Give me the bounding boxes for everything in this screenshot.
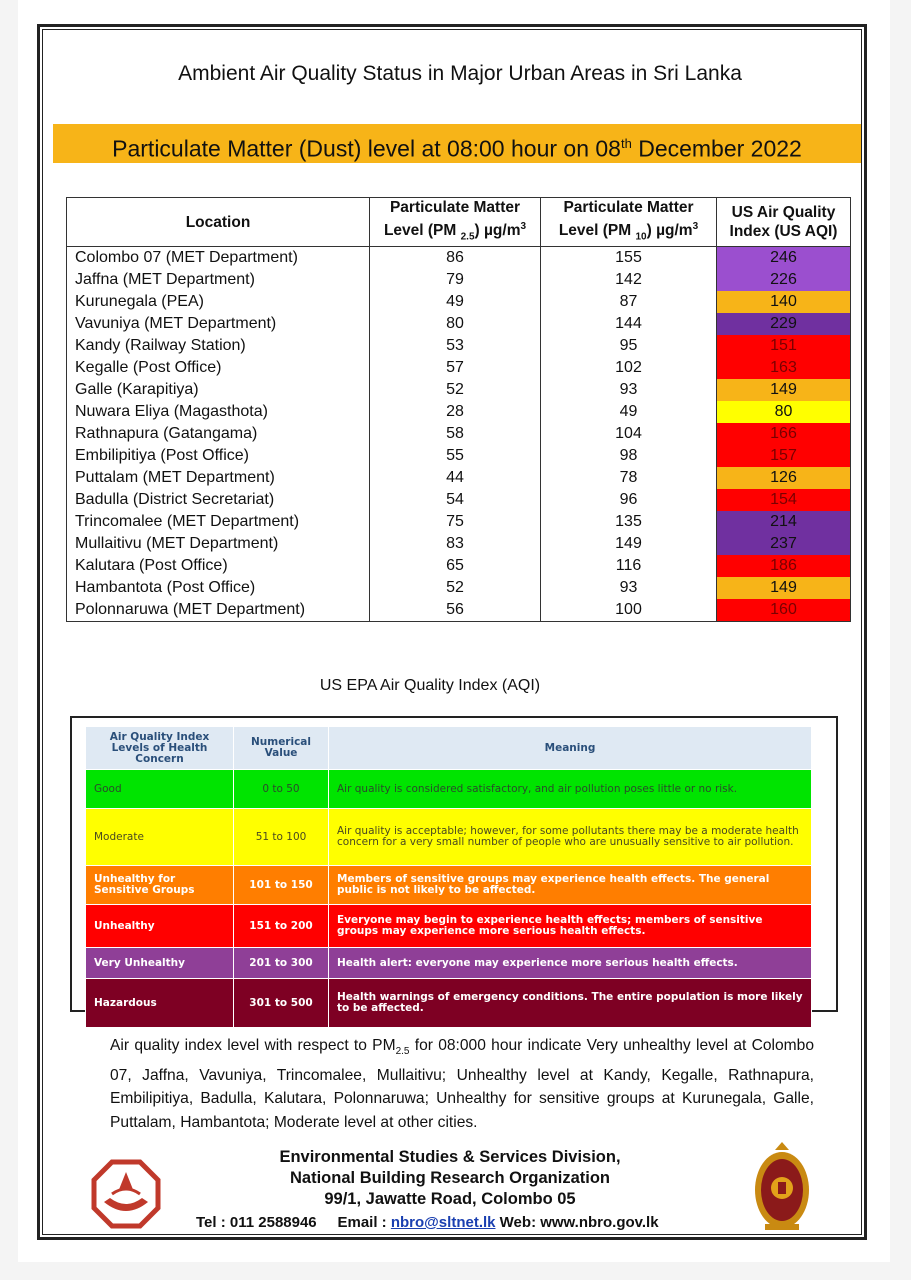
cell-aqi: 157 <box>717 445 851 467</box>
cell-aqi: 229 <box>717 313 851 335</box>
epa-value: 201 to 300 <box>234 948 329 979</box>
epa-meaning: Everyone may begin to experience health effects; members of sensitive groups may experience more serious health effects. <box>329 905 812 948</box>
epa-meaning: Air quality is acceptable; however, for some pollutants there may be a moderate health concern for a very small number of people who are unusually sensitive to air pollution. <box>329 809 812 866</box>
epa-level: Moderate <box>86 809 234 866</box>
cell-location: Nuwara Eliya (Magasthota) <box>67 401 370 423</box>
pm25-header-line1: Particulate Matter <box>389 199 521 216</box>
cell-aqi: 149 <box>717 379 851 401</box>
footer-address <box>160 1147 740 1210</box>
cell-location: Rathnapura (Gatangama) <box>67 423 370 445</box>
epa-level: Very Unhealthy <box>86 948 234 979</box>
epa-title: US EPA Air Quality Index (AQI) <box>319 677 541 694</box>
cell-pm25: 52 <box>370 379 541 401</box>
cell-pm10: 98 <box>541 445 717 467</box>
table-row <box>67 423 851 445</box>
epa-header-row <box>86 727 812 770</box>
footer-line3: 99/1, Jawatte Road, Colombo 05 <box>324 1190 576 1208</box>
pm10-header-line2a: Level (PM <box>558 222 636 240</box>
footer-line1: Environmental Studies & Services Division, <box>279 1148 621 1166</box>
cell-location: Embilipitiya (Post Office) <box>67 445 370 467</box>
table-row <box>67 269 851 291</box>
cell-aqi: 166 <box>717 423 851 445</box>
page-title: Ambient Air Quality Status in Major Urban Areas in Sri Lanka <box>178 62 742 85</box>
cell-aqi: 214 <box>717 511 851 533</box>
cell-pm10: 93 <box>541 577 717 599</box>
epa-aqi-table <box>85 726 812 1028</box>
cell-location: Kegalle (Post Office) <box>67 357 370 379</box>
cell-pm10: 155 <box>541 247 717 270</box>
cell-aqi: 163 <box>717 357 851 379</box>
cell-pm10: 96 <box>541 489 717 511</box>
cell-aqi: 237 <box>717 533 851 555</box>
cell-location: Mullaitivu (MET Department) <box>67 533 370 555</box>
cell-aqi: 160 <box>717 599 851 622</box>
cell-pm10: 144 <box>541 313 717 335</box>
air-quality-table <box>66 197 851 622</box>
cell-pm25: 44 <box>370 467 541 489</box>
table-row <box>67 335 851 357</box>
banner-prefix: Particulate Matter (Dust) level at 08:00 hour on 08 <box>112 135 621 162</box>
pm25-unit-sup: 3 <box>520 221 527 232</box>
epa-value: 0 to 50 <box>234 770 329 809</box>
banner-sup: th <box>620 136 632 151</box>
cell-pm25: 65 <box>370 555 541 577</box>
cell-aqi: 246 <box>717 247 851 270</box>
footer-web: Web: www.nbro.gov.lk <box>499 1214 659 1231</box>
epa-level: Hazardous <box>86 979 234 1028</box>
epa-row <box>86 809 812 866</box>
date-banner <box>53 124 861 163</box>
table-row <box>67 555 851 577</box>
pm25-header-line2b: ) µg/m <box>474 222 521 240</box>
cell-pm10: 135 <box>541 511 717 533</box>
cell-aqi: 149 <box>717 577 851 599</box>
cell-location: Vavuniya (MET Department) <box>67 313 370 335</box>
pm10-header-sub: 10 <box>635 231 647 243</box>
cell-pm25: 58 <box>370 423 541 445</box>
cell-aqi: 140 <box>717 291 851 313</box>
cell-pm10: 95 <box>541 335 717 357</box>
epa-row <box>86 948 812 979</box>
epa-meaning: Air quality is considered satisfactory, and air pollution poses little or no risk. <box>329 770 812 809</box>
epa-value: 51 to 100 <box>234 809 329 866</box>
table-row <box>67 313 851 335</box>
epa-level: Unhealthy <box>86 905 234 948</box>
table-row <box>67 247 851 270</box>
cell-pm25: 49 <box>370 291 541 313</box>
epa-row <box>86 905 812 948</box>
cell-pm10: 116 <box>541 555 717 577</box>
cell-pm25: 83 <box>370 533 541 555</box>
col-pm25-header <box>370 198 541 247</box>
table-row <box>67 511 851 533</box>
cell-pm25: 55 <box>370 445 541 467</box>
footer-tel: Tel : 011 2588946 <box>196 1214 317 1231</box>
pm25-header-sub: 2.5 <box>460 231 475 243</box>
epa-value: 101 to 150 <box>234 866 329 905</box>
cell-location: Kandy (Railway Station) <box>67 335 370 357</box>
cell-pm10: 100 <box>541 599 717 622</box>
cell-pm10: 102 <box>541 357 717 379</box>
table-row <box>67 467 851 489</box>
sri-lanka-emblem-icon <box>753 1140 811 1232</box>
footer-contact <box>196 1214 756 1231</box>
footer-email-label: Email : <box>337 1214 387 1231</box>
epa-meaning: Members of sensitive groups may experience health effects. The general public is not likely to be affected. <box>329 866 812 905</box>
epa-value: 301 to 500 <box>234 979 329 1028</box>
table-row <box>67 291 851 313</box>
epa-meaning: Health alert: everyone may experience more serious health effects. <box>329 948 812 979</box>
cell-location: Hambantota (Post Office) <box>67 577 370 599</box>
pm10-unit-sup: 3 <box>692 221 699 232</box>
cell-pm10: 87 <box>541 291 717 313</box>
nbro-logo-icon <box>90 1158 162 1230</box>
epa-row <box>86 866 812 905</box>
cell-pm10: 49 <box>541 401 717 423</box>
cell-location: Kurunegala (PEA) <box>67 291 370 313</box>
epa-level: Good <box>86 770 234 809</box>
epa-level: Unhealthy for Sensitive Groups <box>86 866 234 905</box>
epa-col-level: Air Quality Index Levels of Health Concern <box>86 727 234 770</box>
table-header-row <box>67 198 851 247</box>
col-pm10-header <box>541 198 717 247</box>
cell-location: Colombo 07 (MET Department) <box>67 247 370 270</box>
epa-row <box>86 979 812 1028</box>
table-row <box>67 357 851 379</box>
cell-aqi: 154 <box>717 489 851 511</box>
cell-aqi: 186 <box>717 555 851 577</box>
col-location-header: Location <box>67 198 370 247</box>
cell-pm10: 149 <box>541 533 717 555</box>
cell-location: Polonnaruwa (MET Department) <box>67 599 370 622</box>
cell-pm25: 57 <box>370 357 541 379</box>
epa-col-meaning: Meaning <box>329 727 812 770</box>
cell-pm25: 52 <box>370 577 541 599</box>
cell-pm25: 79 <box>370 269 541 291</box>
epa-value: 151 to 200 <box>234 905 329 948</box>
col-aqi-header <box>717 198 851 247</box>
summary-part1: Air quality index level with respect to PM <box>110 1037 396 1054</box>
cell-location: Puttalam (MET Department) <box>67 467 370 489</box>
summary-sub: 2.5 <box>395 1046 410 1058</box>
pm10-header-line2b: ) µg/m <box>646 222 693 240</box>
table-row <box>67 401 851 423</box>
summary-paragraph <box>110 1034 814 1134</box>
cell-pm25: 86 <box>370 247 541 270</box>
table-row <box>67 445 851 467</box>
cell-pm10: 104 <box>541 423 717 445</box>
table-row <box>67 489 851 511</box>
footer-line2: National Building Research Organization <box>290 1169 610 1187</box>
cell-location: Badulla (District Secretariat) <box>67 489 370 511</box>
aqi-header-line1: US Air Quality <box>731 204 836 222</box>
aqi-header-line2: Index (US AQI) <box>729 223 838 241</box>
pm10-header-line1: Particulate Matter <box>563 199 694 216</box>
epa-row <box>86 770 812 809</box>
cell-location: Trincomalee (MET Department) <box>67 511 370 533</box>
table-row <box>67 577 851 599</box>
pm25-header-line2a: Level (PM <box>383 222 461 240</box>
cell-location: Galle (Karapitiya) <box>67 379 370 401</box>
cell-pm25: 56 <box>370 599 541 622</box>
table-row <box>67 599 851 622</box>
cell-aqi: 151 <box>717 335 851 357</box>
cell-aqi: 126 <box>717 467 851 489</box>
cell-pm25: 53 <box>370 335 541 357</box>
table-row <box>67 533 851 555</box>
cell-pm25: 80 <box>370 313 541 335</box>
footer-email-link[interactable]: nbro@sltnet.lk <box>390 1214 496 1231</box>
epa-meaning: Health warnings of emergency conditions. The entire population is more likely to be affected. <box>329 979 812 1028</box>
cell-pm10: 142 <box>541 269 717 291</box>
cell-location: Jaffna (MET Department) <box>67 269 370 291</box>
cell-pm10: 78 <box>541 467 717 489</box>
summary-part2: for 08:000 hour indicate Very unhealthy level at Colombo 07, Jaffna, Vavuniya, Trincomalee, Mullaitivu; Unhealthy level at Kandy, Kegalle, Rathnapura, Embilipitiya, Badulla, Kalutara, Polonnaruwa; Unhealthy for sensitive groups at Kurunegala, Galle, Puttalam, Hambantota; Moderate level at other cities. <box>110 1037 814 1131</box>
cell-location: Kalutara (Post Office) <box>67 555 370 577</box>
table-row <box>67 379 851 401</box>
cell-pm10: 93 <box>541 379 717 401</box>
epa-col-value: Numerical Value <box>234 727 329 770</box>
cell-aqi: 226 <box>717 269 851 291</box>
cell-aqi: 80 <box>717 401 851 423</box>
cell-pm25: 54 <box>370 489 541 511</box>
cell-pm25: 28 <box>370 401 541 423</box>
cell-pm25: 75 <box>370 511 541 533</box>
banner-suffix: December 2022 <box>631 135 802 162</box>
